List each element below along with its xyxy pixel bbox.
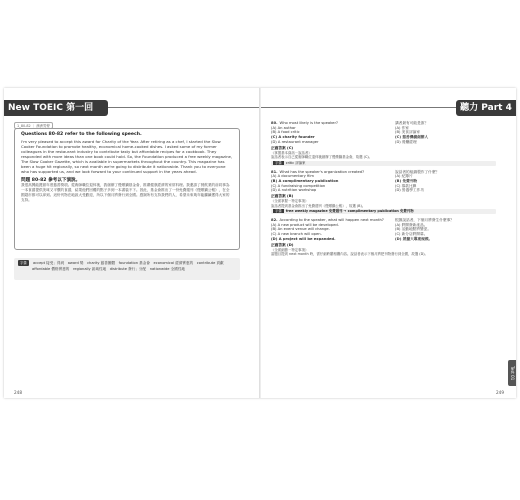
left-page-header: New TOEIC 第一回 <box>4 100 108 116</box>
paraphrase-tip-text: free weekly magazine 免費週刊 → complimentary publication 免費刊物 <box>285 209 414 214</box>
explanation-title: 《全面細節－特定事項》 <box>271 247 309 252</box>
vocab-tip-label: 字彙 <box>275 160 282 165</box>
question-stem-zh: 根據說話者，下個月將發生什麼事？ <box>395 218 454 223</box>
option-a-zh: (A) 將開發新產品。 <box>395 222 428 227</box>
passage-box <box>14 128 240 250</box>
option-d: (D) A project will be expanded. <box>271 236 336 241</box>
option-c: (C) A charity founder <box>271 135 315 140</box>
option-d: (D) A restaurant manager <box>271 139 319 144</box>
option-c-zh: (C) 募款比賽 <box>395 183 417 188</box>
option-a: (A) A documentary film <box>271 174 314 179</box>
option-d-zh: (D) 將擴大專案規模。 <box>395 236 433 241</box>
vocab-tip <box>271 161 496 166</box>
answer: 正確答案 (D) <box>271 242 294 247</box>
header-rule <box>261 107 456 108</box>
answer: 正確答案 (C) <box>271 145 294 150</box>
option-a-zh: (A) 紀錄片 <box>395 174 413 179</box>
question-stem-zh: 講者最有可能是誰？ <box>395 121 429 125</box>
option-d: (D) A nutrition workshop <box>271 188 317 193</box>
option-c: (C) A fundraising competition <box>271 183 326 188</box>
question-82 <box>271 218 496 257</box>
option-b: (B) A food critic <box>271 130 300 135</box>
explanation-title: 《全面掌握－特定事項》 <box>271 199 309 204</box>
question-list <box>271 121 496 261</box>
question-title: Questions 80-82 refer to the following speech. <box>21 132 142 137</box>
left-page <box>4 88 259 398</box>
explanation: 說話者表示自己從廚師職位退休後創辦了慢燉鍋基金會，故選 (C)。 <box>271 155 373 160</box>
right-page-header: 聽力 Part 4 <box>456 100 516 116</box>
option-b-zh: (B) 活動地點將變更。 <box>395 227 432 232</box>
option-b: (B) A complimentary publication <box>271 178 339 183</box>
question-stem-zh: 說話者的組織製作了什麼？ <box>395 169 440 174</box>
question-stem: What has the speaker's organization created? <box>279 169 365 174</box>
vocab-box <box>14 258 240 280</box>
explanation-title: 《掌握基本資訊－說話者》 <box>271 150 312 155</box>
vocab-tip-text: critic 評論家 <box>285 160 306 165</box>
option-d-zh: (D) 餐廳經理 <box>395 139 417 144</box>
header-rule <box>108 107 259 108</box>
question-number: 80. <box>271 121 278 125</box>
option-a: (A) An author <box>271 125 296 130</box>
option-d-zh: (D) 營養學工作坊 <box>395 188 425 193</box>
option-b-zh: (B) 美食評論家 <box>395 130 421 135</box>
explanation: 說話者提到基金會推出了免費週刊《慢燉鍋公報》，故選 (B)。 <box>271 203 366 208</box>
right-page-number: 249 <box>496 390 504 395</box>
question-stem: Who most likely is the speaker? <box>279 121 338 125</box>
paraphrase-tip <box>271 209 496 214</box>
right-page <box>261 88 516 398</box>
option-c-zh: (C) 慈善機構創辦人 <box>395 135 429 140</box>
vocab-label: 字彙 <box>20 261 27 265</box>
option-b-zh: (B) 免費刊物 <box>395 178 418 183</box>
vocab-row-1: accept 接受；得到 award 獎 charity 慈善團體 foundation 基金會 economical 經濟實惠的 contribute 貢獻 <box>32 261 224 265</box>
book-spread <box>4 88 516 398</box>
answer: 正確答案 (B) <box>271 194 294 199</box>
option-c-zh: (C) 新分店將開幕。 <box>395 232 428 237</box>
translation-text: 我很高興能獲頒年度慈善獎項。從廚師職位退休後，我創辦了慢燉鍋基金會，推廣健康經濟的家常料理。我邀請了餐飲業的前同事為一本食譜提供美味又平價的食譜，結果他們回覆的點子多到一本書裝不下。因此，基金會推出了一份免費週刊《慢燉鍋公報》，在全國超市都可以拿到。這份刊物在地區大受歡迎，所以下個月將發行到全國。感謝所有支持我們的人，希望未來幾年能繼續獲得大家的支持。 <box>21 183 230 202</box>
explanation: 當題目提到 next month 時，需仔細聆聽相關內容。說話者表示下個月將把刊物發行到全國，故選 (D)。 <box>271 252 428 257</box>
option-b: (B) An event venue will change. <box>271 227 330 232</box>
question-81 <box>271 170 496 215</box>
question-80 <box>271 121 496 166</box>
audio-tag: 1_80-82 ｜ 澳洲男聲 <box>14 122 53 129</box>
translation-title: 問題 80-82 參考以下演說。 <box>21 178 81 183</box>
option-a: (A) A new product will be developed. <box>271 222 339 227</box>
vocab-tip-label: 字彙 <box>275 209 282 214</box>
option-c: (C) A new branch will open. <box>271 232 322 237</box>
test-side-tab: Test 01 <box>508 360 516 386</box>
question-number: 82. <box>271 218 278 223</box>
vocab-row-2: affordable 價格實惠的 regionally 區域性地 distribute 發行；分配 nationwide 全國性地 <box>32 267 186 271</box>
left-page-number: 248 <box>14 390 22 395</box>
passage-text: I'm very pleased to accept this award for Charity of the Year. After retiring as a chef, I started the Slow Cooker Foundation to promote healthy, economical home-cooked dishes. I asked some of my former colleagues in the restaurant industry to contribute tasty but affordable recipes for a cookbook. They responded with more ideas than one book could hold. So, the Foundation produced a free weekly magazine, The Slow Cooker Gazette, which is available in supermarkets throughout the country. This magazine has been a huge hit regionally, so next month we're going to distribute it nationwide. Thank you to everyone who has supported us, and we look forward to your continued support in the years ahead. <box>21 139 233 174</box>
question-stem: According to the speaker, what will happen next month? <box>279 218 384 223</box>
question-number: 81. <box>271 169 278 174</box>
option-a-zh: (A) 作家 <box>395 125 409 130</box>
